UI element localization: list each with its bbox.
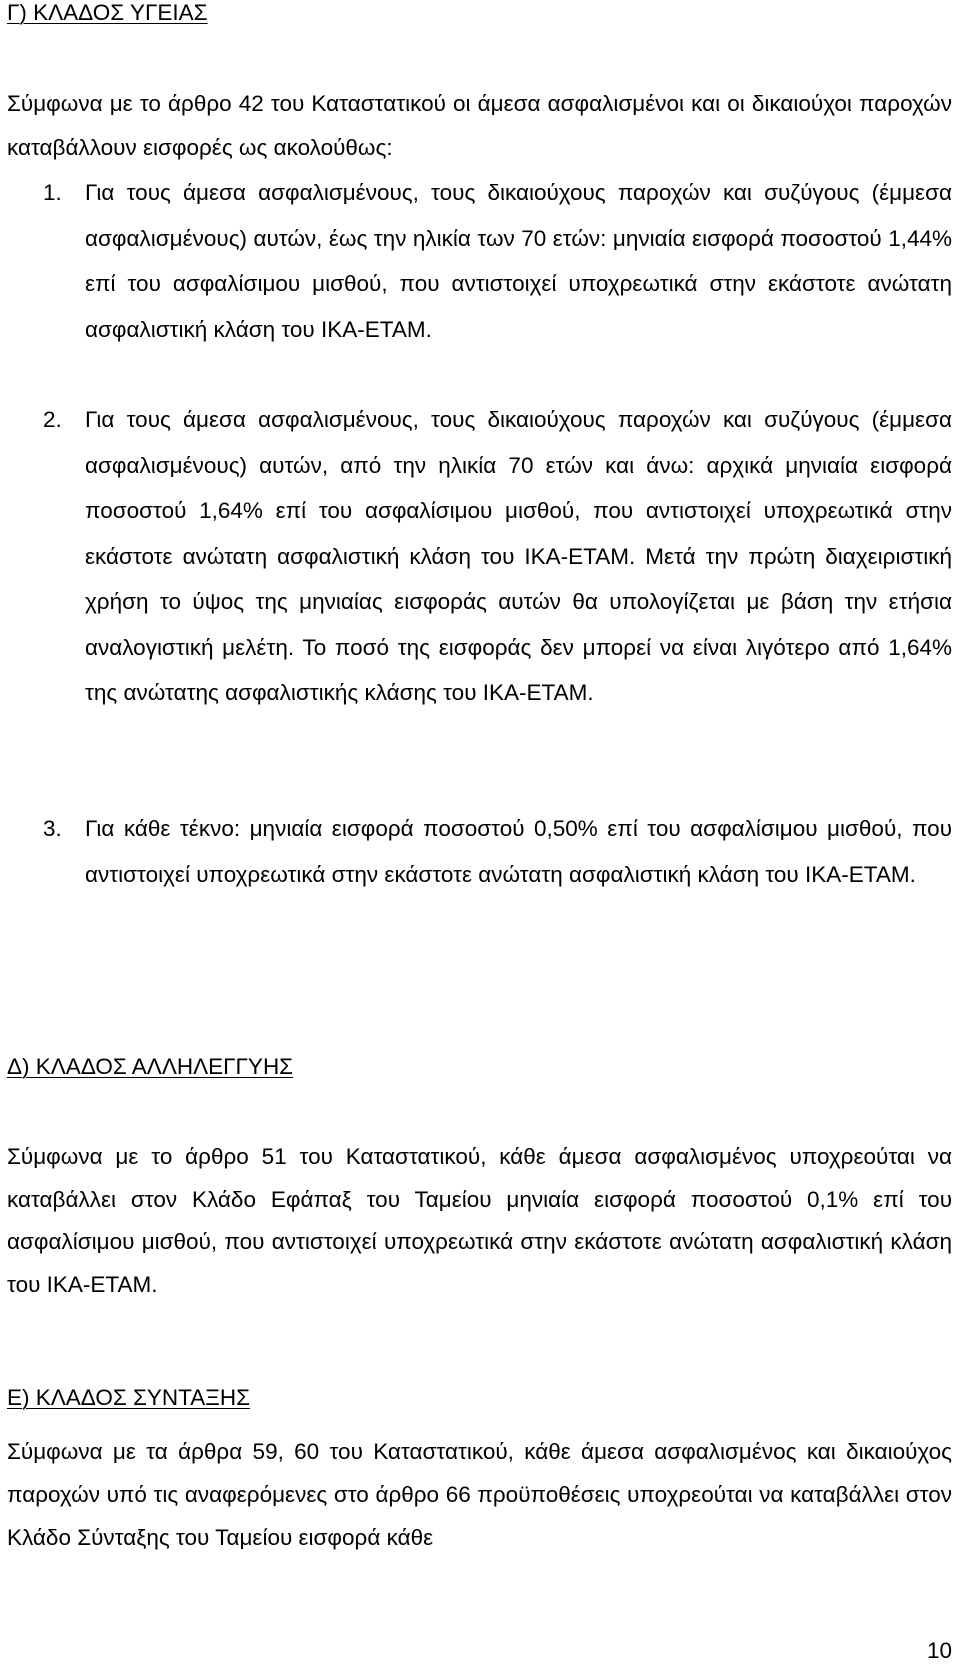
- list-item-number: 3.: [43, 816, 62, 841]
- heading-health-branch: Γ) ΚΛΑΔΟΣ ΥΓΕΙΑΣ: [7, 0, 208, 25]
- list-item-number: 1.: [43, 180, 62, 205]
- list-item: [43, 806, 952, 897]
- heading-pension-branch: Ε) ΚΛΑΔΟΣ ΣΥΝΤΑΞΗΣ: [7, 1385, 251, 1410]
- solidarity-paragraph: Σύμφωνα με το άρθρο 51 του Καταστατικού, κάθε άμεσα ασφαλισμένος υποχρεούται να καταβάλλει στον Κλάδο Εφάπαξ του Ταμείου μηνιαία εισφορά ποσοστού 0,1% επί του ασφαλίσιμου μισθού, που αντιστοιχεί υποχρεωτικά στην εκάστοτε ανώτατη ασφαλιστική κλάση του ΙΚΑ-ΕΤΑΜ.: [7, 1144, 952, 1297]
- list-item-text: Για τους άμεσα ασφαλισμένους, τους δικαιούχους παροχών και συζύγους (έμμεσα ασφαλισμένους) αυτών, έως την ηλικία των 70 ετών: μηνιαία εισφορά ποσοστού 1,44% επί του ασφαλίσιμου μισθού, που αντιστοιχεί υποχρεωτικά στην εκάστοτε ανώτατη ασφαλιστική κλάση του ΙΚΑ-ΕΤΑΜ.: [85, 180, 952, 342]
- list-item-text: Για τους άμεσα ασφαλισμένους, τους δικαιούχους παροχών και συζύγους (έμμεσα ασφαλισμένους) αυτών, από την ηλικία 70 ετών και άνω: αρχικά μηνιαία εισφορά ποσοστού 1,64% επί του ασφαλίσιμου μισθού, που αντιστοιχεί υποχρεωτικά στην εκάστοτε ανώτατη ασφαλιστική κλάση του ΙΚΑ-ΕΤΑΜ. Μετά την πρώτη διαχειριστική χρήση το ύψος της μηνιαίας εισφοράς αυτών θα υπολογίζεται με βάση την ετήσια αναλογιστική μελέτη. Το ποσό της εισφοράς δεν μπορεί να είναι λιγότερο από 1,64% της ανώτατης ασφαλιστικής κλάσης του ΙΚΑ-ΕΤΑΜ.: [85, 407, 952, 705]
- list-item-number: 2.: [43, 407, 62, 432]
- pension-paragraph: Σύμφωνα με τα άρθρα 59, 60 του Καταστατικού, κάθε άμεσα ασφαλισμένος και δικαιούχος παροχών υπό τις αναφερόμενες στο άρθρο 66 προϋποθέσεις υποχρεούται να καταβάλλει στον Κλάδο Σύνταξης του Ταμείου εισφορά κάθε: [7, 1439, 952, 1550]
- list-item: [43, 170, 952, 352]
- page-number: 10: [926, 1638, 952, 1663]
- list-item-text: Για κάθε τέκνο: μηνιαία εισφορά ποσοστού 0,50% επί του ασφαλίσιμου μισθού, που αντιστοιχεί υποχρεωτικά στην εκάστοτε ανώτατη ασφαλιστική κλάση του ΙΚΑ-ΕΤΑΜ.: [85, 816, 952, 887]
- list-item: [43, 397, 952, 716]
- heading-solidarity-branch: Δ) ΚΛΑΔΟΣ ΑΛΛΗΛΕΓΓΥΗΣ: [7, 1054, 294, 1079]
- health-intro-paragraph: Σύμφωνα με το άρθρο 42 του Καταστατικού οι άμεσα ασφαλισμένοι και οι δικαιούχοι παροχών καταβάλλουν εισφορές ως ακολούθως:: [7, 91, 952, 160]
